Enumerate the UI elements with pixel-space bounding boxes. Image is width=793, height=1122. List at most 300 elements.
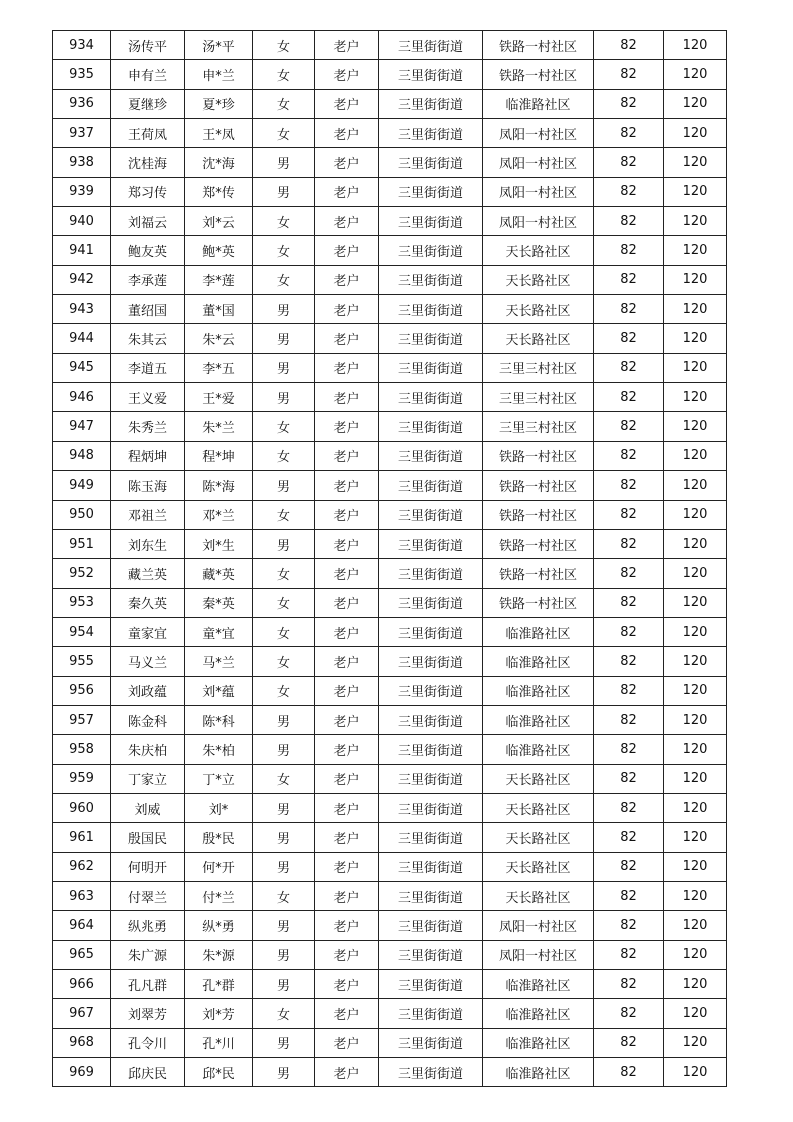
masked-name-cell: 何*开	[185, 852, 253, 881]
street-cell: 三里街街道	[379, 588, 483, 617]
table-body	[53, 31, 727, 1087]
masked-name-cell: 李*莲	[185, 265, 253, 294]
household-type-cell: 老户	[315, 911, 379, 940]
community-cell: 三里三村社区	[483, 383, 594, 412]
gender-cell: 男	[253, 324, 315, 353]
table-row	[53, 383, 727, 412]
value-a-cell: 82	[594, 588, 664, 617]
value-b-cell: 120	[664, 999, 727, 1028]
street-cell: 三里街街道	[379, 148, 483, 177]
gender-cell: 男	[253, 471, 315, 500]
household-type-cell: 老户	[315, 529, 379, 558]
household-type-cell: 老户	[315, 31, 379, 60]
table-row	[53, 911, 727, 940]
gender-cell: 男	[253, 383, 315, 412]
full-name-cell: 朱其云	[111, 324, 185, 353]
table-row	[53, 265, 727, 294]
household-table	[52, 30, 727, 1087]
gender-cell: 女	[253, 881, 315, 910]
household-type-cell: 老户	[315, 588, 379, 617]
value-b-cell: 120	[664, 1028, 727, 1057]
full-name-cell: 刘福云	[111, 207, 185, 236]
gender-cell: 女	[253, 236, 315, 265]
value-b-cell: 120	[664, 764, 727, 793]
street-cell: 三里街街道	[379, 412, 483, 441]
table-row	[53, 353, 727, 382]
full-name-cell: 丁家立	[111, 764, 185, 793]
table-row	[53, 764, 727, 793]
household-type-cell: 老户	[315, 177, 379, 206]
value-a-cell: 82	[594, 999, 664, 1028]
household-type-cell: 老户	[315, 324, 379, 353]
table-row	[53, 60, 727, 89]
household-type-cell: 老户	[315, 617, 379, 646]
full-name-cell: 朱秀兰	[111, 412, 185, 441]
row-number-cell: 954	[53, 617, 111, 646]
community-cell: 铁路一村社区	[483, 60, 594, 89]
household-type-cell: 老户	[315, 119, 379, 148]
street-cell: 三里街街道	[379, 617, 483, 646]
full-name-cell: 纵兆勇	[111, 911, 185, 940]
masked-name-cell: 王*凤	[185, 119, 253, 148]
value-a-cell: 82	[594, 559, 664, 588]
value-a-cell: 82	[594, 911, 664, 940]
household-type-cell: 老户	[315, 383, 379, 412]
household-type-cell: 老户	[315, 881, 379, 910]
table-row	[53, 559, 727, 588]
value-b-cell: 120	[664, 295, 727, 324]
gender-cell: 女	[253, 265, 315, 294]
community-cell: 天长路社区	[483, 324, 594, 353]
full-name-cell: 邓祖兰	[111, 500, 185, 529]
value-a-cell: 82	[594, 148, 664, 177]
masked-name-cell: 陈*海	[185, 471, 253, 500]
full-name-cell: 殷国民	[111, 823, 185, 852]
community-cell: 铁路一村社区	[483, 559, 594, 588]
full-name-cell: 藏兰英	[111, 559, 185, 588]
masked-name-cell: 纵*勇	[185, 911, 253, 940]
household-type-cell: 老户	[315, 148, 379, 177]
value-b-cell: 120	[664, 353, 727, 382]
household-type-cell: 老户	[315, 735, 379, 764]
full-name-cell: 申有兰	[111, 60, 185, 89]
gender-cell: 男	[253, 735, 315, 764]
gender-cell: 男	[253, 705, 315, 734]
masked-name-cell: 刘*生	[185, 529, 253, 558]
value-a-cell: 82	[594, 295, 664, 324]
street-cell: 三里街街道	[379, 676, 483, 705]
masked-name-cell: 陈*科	[185, 705, 253, 734]
community-cell: 天长路社区	[483, 823, 594, 852]
community-cell: 临淮路社区	[483, 647, 594, 676]
community-cell: 天长路社区	[483, 793, 594, 822]
full-name-cell: 刘威	[111, 793, 185, 822]
row-number-cell: 945	[53, 353, 111, 382]
full-name-cell: 李道五	[111, 353, 185, 382]
household-type-cell: 老户	[315, 441, 379, 470]
household-type-cell: 老户	[315, 500, 379, 529]
row-number-cell: 958	[53, 735, 111, 764]
street-cell: 三里街街道	[379, 31, 483, 60]
table-row	[53, 148, 727, 177]
table-row	[53, 588, 727, 617]
value-a-cell: 82	[594, 119, 664, 148]
street-cell: 三里街街道	[379, 324, 483, 353]
value-b-cell: 120	[664, 911, 727, 940]
masked-name-cell: 夏*珍	[185, 89, 253, 118]
table-row	[53, 735, 727, 764]
row-number-cell: 936	[53, 89, 111, 118]
table-row	[53, 529, 727, 558]
value-b-cell: 120	[664, 940, 727, 969]
value-a-cell: 82	[594, 705, 664, 734]
value-a-cell: 82	[594, 383, 664, 412]
value-b-cell: 120	[664, 852, 727, 881]
table-row	[53, 324, 727, 353]
row-number-cell: 968	[53, 1028, 111, 1057]
community-cell: 铁路一村社区	[483, 471, 594, 500]
household-type-cell: 老户	[315, 647, 379, 676]
community-cell: 临淮路社区	[483, 676, 594, 705]
street-cell: 三里街街道	[379, 852, 483, 881]
gender-cell: 男	[253, 177, 315, 206]
row-number-cell: 944	[53, 324, 111, 353]
full-name-cell: 沈桂海	[111, 148, 185, 177]
row-number-cell: 938	[53, 148, 111, 177]
masked-name-cell: 朱*柏	[185, 735, 253, 764]
value-b-cell: 120	[664, 735, 727, 764]
masked-name-cell: 丁*立	[185, 764, 253, 793]
table-row	[53, 31, 727, 60]
row-number-cell: 966	[53, 970, 111, 999]
row-number-cell: 961	[53, 823, 111, 852]
gender-cell: 男	[253, 1028, 315, 1057]
value-a-cell: 82	[594, 353, 664, 382]
community-cell: 临淮路社区	[483, 1028, 594, 1057]
masked-name-cell: 藏*英	[185, 559, 253, 588]
masked-name-cell: 邓*兰	[185, 500, 253, 529]
value-b-cell: 120	[664, 324, 727, 353]
full-name-cell: 秦久英	[111, 588, 185, 617]
gender-cell: 女	[253, 676, 315, 705]
masked-name-cell: 朱*源	[185, 940, 253, 969]
value-a-cell: 82	[594, 500, 664, 529]
community-cell: 铁路一村社区	[483, 588, 594, 617]
row-number-cell: 942	[53, 265, 111, 294]
masked-name-cell: 刘*	[185, 793, 253, 822]
street-cell: 三里街街道	[379, 119, 483, 148]
row-number-cell: 952	[53, 559, 111, 588]
full-name-cell: 王荷凤	[111, 119, 185, 148]
community-cell: 铁路一村社区	[483, 529, 594, 558]
community-cell: 临淮路社区	[483, 999, 594, 1028]
community-cell: 临淮路社区	[483, 617, 594, 646]
row-number-cell: 947	[53, 412, 111, 441]
community-cell: 凤阳一村社区	[483, 177, 594, 206]
full-name-cell: 何明开	[111, 852, 185, 881]
masked-name-cell: 朱*云	[185, 324, 253, 353]
street-cell: 三里街街道	[379, 911, 483, 940]
street-cell: 三里街街道	[379, 529, 483, 558]
table-row	[53, 119, 727, 148]
community-cell: 凤阳一村社区	[483, 148, 594, 177]
table-row	[53, 881, 727, 910]
value-b-cell: 120	[664, 1058, 727, 1087]
masked-name-cell: 鲍*英	[185, 236, 253, 265]
household-type-cell: 老户	[315, 705, 379, 734]
full-name-cell: 李承莲	[111, 265, 185, 294]
value-a-cell: 82	[594, 940, 664, 969]
street-cell: 三里街街道	[379, 999, 483, 1028]
household-type-cell: 老户	[315, 60, 379, 89]
street-cell: 三里街街道	[379, 441, 483, 470]
table-row	[53, 1058, 727, 1087]
full-name-cell: 付翠兰	[111, 881, 185, 910]
value-b-cell: 120	[664, 31, 727, 60]
table-row	[53, 852, 727, 881]
value-b-cell: 120	[664, 647, 727, 676]
value-a-cell: 82	[594, 793, 664, 822]
street-cell: 三里街街道	[379, 471, 483, 500]
value-a-cell: 82	[594, 1028, 664, 1057]
gender-cell: 男	[253, 970, 315, 999]
street-cell: 三里街街道	[379, 705, 483, 734]
full-name-cell: 马义兰	[111, 647, 185, 676]
gender-cell: 男	[253, 353, 315, 382]
community-cell: 凤阳一村社区	[483, 940, 594, 969]
value-b-cell: 120	[664, 823, 727, 852]
table-row	[53, 705, 727, 734]
row-number-cell: 951	[53, 529, 111, 558]
value-b-cell: 120	[664, 207, 727, 236]
value-a-cell: 82	[594, 647, 664, 676]
table-row	[53, 441, 727, 470]
value-b-cell: 120	[664, 881, 727, 910]
value-a-cell: 82	[594, 471, 664, 500]
street-cell: 三里街街道	[379, 940, 483, 969]
street-cell: 三里街街道	[379, 881, 483, 910]
table-row	[53, 1028, 727, 1057]
table-row	[53, 823, 727, 852]
row-number-cell: 957	[53, 705, 111, 734]
community-cell: 三里三村社区	[483, 353, 594, 382]
value-b-cell: 120	[664, 441, 727, 470]
gender-cell: 男	[253, 911, 315, 940]
household-type-cell: 老户	[315, 823, 379, 852]
household-type-cell: 老户	[315, 852, 379, 881]
value-a-cell: 82	[594, 177, 664, 206]
masked-name-cell: 刘*蕴	[185, 676, 253, 705]
full-name-cell: 童家宜	[111, 617, 185, 646]
gender-cell: 女	[253, 89, 315, 118]
masked-name-cell: 汤*平	[185, 31, 253, 60]
full-name-cell: 汤传平	[111, 31, 185, 60]
full-name-cell: 朱庆柏	[111, 735, 185, 764]
masked-name-cell: 刘*芳	[185, 999, 253, 1028]
value-b-cell: 120	[664, 617, 727, 646]
gender-cell: 男	[253, 148, 315, 177]
row-number-cell: 935	[53, 60, 111, 89]
value-a-cell: 82	[594, 881, 664, 910]
full-name-cell: 刘翠芳	[111, 999, 185, 1028]
household-type-cell: 老户	[315, 412, 379, 441]
community-cell: 临淮路社区	[483, 735, 594, 764]
street-cell: 三里街街道	[379, 207, 483, 236]
full-name-cell: 陈金科	[111, 705, 185, 734]
row-number-cell: 959	[53, 764, 111, 793]
household-type-cell: 老户	[315, 207, 379, 236]
full-name-cell: 孔令川	[111, 1028, 185, 1057]
street-cell: 三里街街道	[379, 177, 483, 206]
household-type-cell: 老户	[315, 295, 379, 324]
gender-cell: 男	[253, 940, 315, 969]
community-cell: 天长路社区	[483, 236, 594, 265]
table-row	[53, 676, 727, 705]
value-b-cell: 120	[664, 265, 727, 294]
street-cell: 三里街街道	[379, 970, 483, 999]
table-row	[53, 617, 727, 646]
household-type-cell: 老户	[315, 999, 379, 1028]
value-b-cell: 120	[664, 559, 727, 588]
gender-cell: 女	[253, 119, 315, 148]
value-a-cell: 82	[594, 207, 664, 236]
value-a-cell: 82	[594, 324, 664, 353]
masked-name-cell: 董*国	[185, 295, 253, 324]
value-a-cell: 82	[594, 617, 664, 646]
community-cell: 铁路一村社区	[483, 31, 594, 60]
community-cell: 临淮路社区	[483, 705, 594, 734]
community-cell: 三里三村社区	[483, 412, 594, 441]
street-cell: 三里街街道	[379, 265, 483, 294]
row-number-cell: 964	[53, 911, 111, 940]
row-number-cell: 965	[53, 940, 111, 969]
community-cell: 铁路一村社区	[483, 500, 594, 529]
row-number-cell: 969	[53, 1058, 111, 1087]
row-number-cell: 937	[53, 119, 111, 148]
street-cell: 三里街街道	[379, 295, 483, 324]
masked-name-cell: 付*兰	[185, 881, 253, 910]
household-type-cell: 老户	[315, 265, 379, 294]
household-type-cell: 老户	[315, 764, 379, 793]
table-row	[53, 940, 727, 969]
table-row	[53, 647, 727, 676]
value-b-cell: 120	[664, 383, 727, 412]
table-row	[53, 793, 727, 822]
masked-name-cell: 李*五	[185, 353, 253, 382]
full-name-cell: 陈玉海	[111, 471, 185, 500]
table-row	[53, 970, 727, 999]
gender-cell: 女	[253, 588, 315, 617]
masked-name-cell: 孔*群	[185, 970, 253, 999]
household-type-cell: 老户	[315, 676, 379, 705]
gender-cell: 女	[253, 647, 315, 676]
value-a-cell: 82	[594, 764, 664, 793]
row-number-cell: 960	[53, 793, 111, 822]
value-b-cell: 120	[664, 970, 727, 999]
full-name-cell: 夏继珍	[111, 89, 185, 118]
full-name-cell: 郑习传	[111, 177, 185, 206]
gender-cell: 女	[253, 207, 315, 236]
row-number-cell: 946	[53, 383, 111, 412]
street-cell: 三里街街道	[379, 735, 483, 764]
gender-cell: 男	[253, 295, 315, 324]
masked-name-cell: 沈*海	[185, 148, 253, 177]
community-cell: 临淮路社区	[483, 970, 594, 999]
table-row	[53, 500, 727, 529]
street-cell: 三里街街道	[379, 89, 483, 118]
street-cell: 三里街街道	[379, 1028, 483, 1057]
gender-cell: 女	[253, 999, 315, 1028]
community-cell: 天长路社区	[483, 881, 594, 910]
masked-name-cell: 申*兰	[185, 60, 253, 89]
table-row	[53, 999, 727, 1028]
gender-cell: 男	[253, 852, 315, 881]
table-row	[53, 412, 727, 441]
row-number-cell: 962	[53, 852, 111, 881]
value-b-cell: 120	[664, 236, 727, 265]
row-number-cell: 939	[53, 177, 111, 206]
masked-name-cell: 殷*民	[185, 823, 253, 852]
value-a-cell: 82	[594, 265, 664, 294]
value-b-cell: 120	[664, 119, 727, 148]
value-b-cell: 120	[664, 500, 727, 529]
value-b-cell: 120	[664, 471, 727, 500]
value-a-cell: 82	[594, 412, 664, 441]
household-type-cell: 老户	[315, 940, 379, 969]
street-cell: 三里街街道	[379, 353, 483, 382]
full-name-cell: 董绍国	[111, 295, 185, 324]
masked-name-cell: 朱*兰	[185, 412, 253, 441]
value-a-cell: 82	[594, 852, 664, 881]
street-cell: 三里街街道	[379, 236, 483, 265]
community-cell: 天长路社区	[483, 265, 594, 294]
masked-name-cell: 孔*川	[185, 1028, 253, 1057]
value-b-cell: 120	[664, 412, 727, 441]
masked-name-cell: 秦*英	[185, 588, 253, 617]
street-cell: 三里街街道	[379, 1058, 483, 1087]
gender-cell: 女	[253, 764, 315, 793]
street-cell: 三里街街道	[379, 559, 483, 588]
full-name-cell: 刘政蕴	[111, 676, 185, 705]
community-cell: 凤阳一村社区	[483, 119, 594, 148]
community-cell: 天长路社区	[483, 764, 594, 793]
household-type-cell: 老户	[315, 970, 379, 999]
row-number-cell: 955	[53, 647, 111, 676]
street-cell: 三里街街道	[379, 500, 483, 529]
street-cell: 三里街街道	[379, 647, 483, 676]
household-type-cell: 老户	[315, 559, 379, 588]
row-number-cell: 963	[53, 881, 111, 910]
table-row	[53, 295, 727, 324]
table-row	[53, 471, 727, 500]
gender-cell: 男	[253, 823, 315, 852]
row-number-cell: 956	[53, 676, 111, 705]
value-b-cell: 120	[664, 148, 727, 177]
community-cell: 凤阳一村社区	[483, 207, 594, 236]
masked-name-cell: 郑*传	[185, 177, 253, 206]
value-b-cell: 120	[664, 177, 727, 206]
gender-cell: 男	[253, 793, 315, 822]
value-a-cell: 82	[594, 441, 664, 470]
value-b-cell: 120	[664, 529, 727, 558]
household-type-cell: 老户	[315, 353, 379, 382]
street-cell: 三里街街道	[379, 823, 483, 852]
full-name-cell: 孔凡群	[111, 970, 185, 999]
gender-cell: 男	[253, 1058, 315, 1087]
gender-cell: 男	[253, 529, 315, 558]
household-type-cell: 老户	[315, 89, 379, 118]
community-cell: 铁路一村社区	[483, 441, 594, 470]
